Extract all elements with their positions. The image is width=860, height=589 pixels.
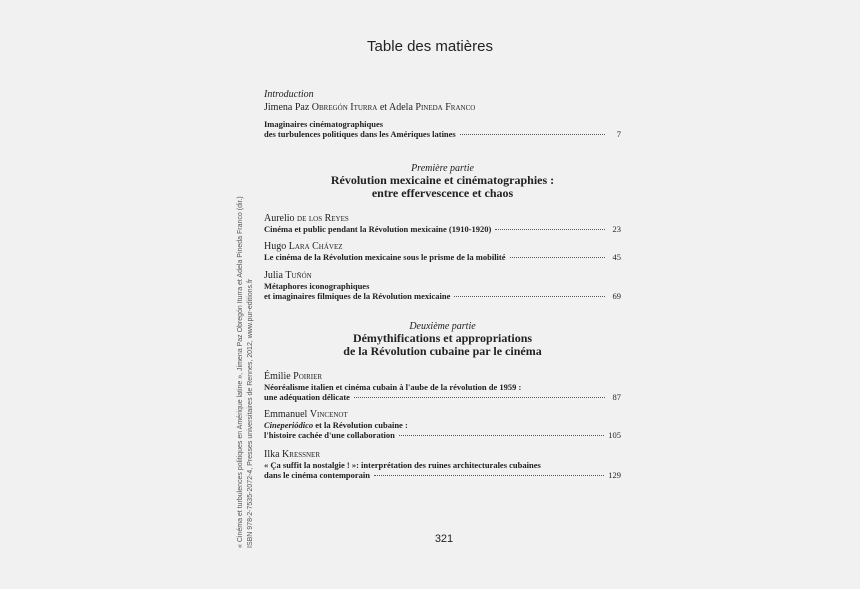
leader-dots (495, 229, 605, 230)
entry-title-line: des turbulences politiques dans les Amériques latines (264, 129, 456, 139)
side-note-line2: ISBN 978-2-7535-2072-4, Presses universitaires de Rennes, 2012, www.pur-editions.fr (247, 278, 254, 548)
author-first: Ilka (264, 449, 280, 460)
part-title (264, 174, 621, 200)
entry-title-line: Métaphores iconographiques (264, 281, 370, 291)
author-first: Julia (264, 270, 283, 281)
side-note-line1: « Cinéma et turbulences politiques en Amérique latine », Jimena Paz Obregón Iturra et Adela Pineda Franco (dir.) (237, 196, 244, 548)
part-title-line: Révolution mexicaine et cinématographies : (330, 173, 555, 187)
entry-title-line: Néoréalisme italien et cinéma cubain à l'aube de la révolution de 1959 : (264, 382, 522, 392)
part2-entry-2[interactable] (264, 407, 621, 440)
part1-heading (264, 163, 621, 200)
author-last: Tuñón (285, 270, 312, 281)
part1-entry-2[interactable] (264, 239, 621, 262)
intro-label: Introduction (264, 89, 314, 100)
entry-title-line: « Ça suffit la nostalgie ! »: interprétation des ruines architecturales cubaines (264, 460, 541, 470)
entry-title-line: et imaginaires filmiques de la Révolution mexicaine (264, 291, 451, 301)
page-number: 45 (612, 252, 621, 262)
part2-entry-3[interactable] (264, 447, 621, 480)
author-first: Adela (389, 102, 413, 113)
entry-title-line: dans le cinéma contemporain (264, 470, 371, 480)
author-first: Aurelio (264, 213, 295, 224)
part-label: Deuxième partie (409, 321, 476, 332)
author-last: Vincenot (309, 409, 348, 420)
author-first: Émilie (264, 371, 291, 382)
author-last: Obregón Iturra (311, 102, 378, 113)
page-number: 105 (608, 430, 621, 440)
part1-entry-3[interactable] (264, 268, 621, 301)
part2-entry-1[interactable] (264, 369, 621, 402)
entry-title-line: Le cinéma de la Révolution mexicaine sous le prisme de la mobilité (264, 252, 506, 262)
entry-title-line: une adéquation délicate (264, 392, 350, 402)
page-number: 7 (616, 129, 621, 139)
leader-dots (454, 296, 605, 297)
leader-dots (460, 134, 605, 135)
page-number: 87 (612, 392, 621, 402)
entry-title-line: et la Révolution cubaine : (313, 420, 408, 430)
page-title: Table des matières (367, 38, 493, 55)
entry-title-line: Imaginaires cinématographiques (264, 119, 384, 129)
author-first: Jimena Paz (264, 102, 310, 113)
leader-dots (510, 257, 605, 258)
part2-heading (264, 321, 621, 358)
leader-dots (354, 397, 605, 398)
author-last: Poirier (293, 371, 323, 382)
toc-entry[interactable] (264, 119, 621, 139)
intro-authors (264, 102, 621, 113)
part1-entry-1[interactable] (264, 211, 621, 234)
entry-title-italic: Cineperiódico (264, 420, 314, 430)
part-title-line: entre effervescence et chaos (371, 186, 514, 200)
author-last: Lara Chávez (288, 241, 343, 252)
page-folio: 321 (434, 533, 454, 545)
author-last: Kressner (282, 449, 320, 460)
page-number: 69 (612, 291, 621, 301)
author-conj: et (379, 102, 388, 113)
author-last: de los Reyes (297, 213, 349, 224)
part-title-line: Démythifications et appropriations (352, 331, 533, 345)
part-title-line: de la Révolution cubaine par le cinéma (343, 344, 542, 358)
author-first: Emmanuel (264, 409, 308, 420)
page-number: 129 (608, 470, 621, 480)
author-first: Hugo (264, 241, 287, 252)
page-number: 23 (612, 224, 621, 234)
entry-title-line: l'histoire cachée d'une collaboration (264, 430, 395, 440)
part-label: Première partie (411, 163, 474, 174)
leader-dots (399, 435, 604, 436)
author-last: Pineda Franco (415, 102, 476, 113)
entry-title-line: Cinéma et public pendant la Révolution mexicaine (1910-1920) (264, 224, 492, 234)
toc-introduction (264, 89, 621, 139)
part-title (264, 332, 621, 358)
leader-dots (374, 475, 604, 476)
side-note (236, 128, 256, 548)
